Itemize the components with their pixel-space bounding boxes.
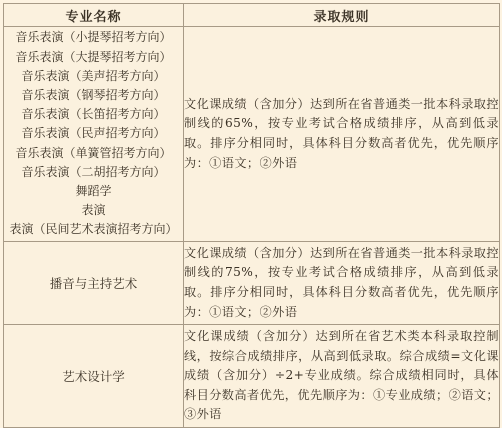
major-name: 播音与主持艺术: [4, 242, 184, 325]
major-name: 艺术设计学: [4, 325, 184, 428]
major-name: 音乐表演（小提琴招考方向）: [15, 30, 172, 45]
major-name: 音乐表演（二胡招考方向）: [21, 164, 166, 179]
major-name: 音乐表演（大提琴招考方向）: [15, 49, 172, 64]
major-name: 音乐表演（美声招考方向）: [21, 68, 166, 83]
major-name: 音乐表演（单簧管招考方向）: [15, 145, 172, 160]
major-name: 表演: [81, 203, 106, 218]
admission-rule-text: 文化课成绩（含加分）达到所在省普通类一批本科录取控制线的65%，按专业考试合格成绩排序，从高到低录取。排序分相同时，具体科目分数高者优先，优先顺序为：①语文；②外语: [184, 27, 500, 242]
admission-rule-text: 文化课成绩（含加分）达到所在省艺术类本科录取控制线，按综合成绩排序，从高到低录取。综合成绩=文化课成绩（含加分）÷2+专业成绩。综合成绩相同时，具体科目分数高者优先，优先顺序为：①专业成绩；②语文；③外语: [184, 325, 500, 428]
major-name: 音乐表演（钢琴招考方向）: [21, 87, 166, 102]
column-header-rule: 录取规则: [184, 4, 500, 27]
admission-rules-table: [3, 3, 500, 428]
table-header-row: [4, 4, 500, 27]
major-name: 音乐表演（长笛招考方向）: [21, 107, 166, 122]
table-row: [4, 27, 500, 242]
table-row: [4, 325, 500, 428]
table-row: [4, 242, 500, 325]
major-name: 表演（民间艺术表演招考方向）: [9, 222, 178, 237]
major-name: 音乐表演（民声招考方向）: [21, 126, 166, 141]
major-name: 舞蹈学: [75, 184, 112, 198]
admission-rule-text: 文化课成绩（含加分）达到所在省普通类一批本科录取控制线的75%，按专业考试合格成绩排序，从高到低录取。排序分相同时，具体科目分数高者优先，优先顺序为：①语文；②外语: [184, 242, 500, 325]
major-list-cell: [4, 27, 184, 242]
column-header-major: 专业名称: [4, 4, 184, 27]
